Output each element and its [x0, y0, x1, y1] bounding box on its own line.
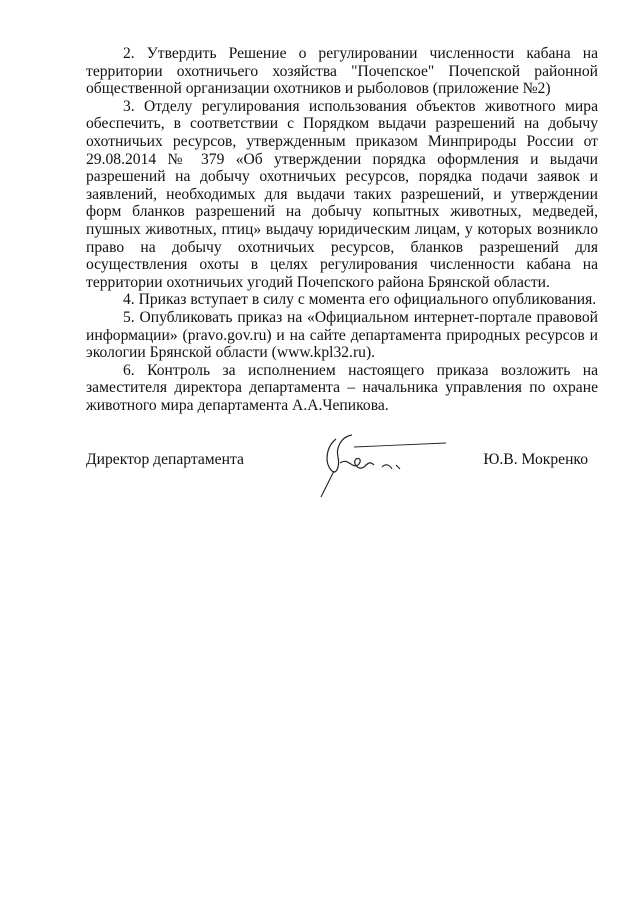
signatory-name: Ю.В. Мокренко [483, 451, 588, 468]
document-body [86, 45, 598, 414]
paragraph-3: 3. Отделу регулирования использования объектов животного мира обеспечить, в соответствии с Порядком выдачи разрешений на добычу охотничьих ресурсов, утвержденным приказом Минприроды России от 29.08.2014 № 379 «Об утверждении порядка оформления и выдачи разрешений на добычу охотничьих ресурсов, порядка подачи заявок и заявлений, необходимых для выдачи таких разрешений, и утверждении форм бланков разрешений на добычу копытных животных, медведей, пушных животных, птиц» выдачу юридическим лицам, у которых возникло право на добычу охотничьих ресурсов, бланков разрешений для осуществления охоты в целях регулирования численности кабана на территории охотничьих угодий Почепского района Брянской области. [86, 97, 598, 291]
signatory-title: Директор департамента [86, 451, 244, 468]
signature-block [86, 451, 598, 511]
paragraph-2: 2. Утвердить Решение о регулировании численности кабана на территории охотничьего хозяйства "Почепское" Почепской районной общественной организации охотников и рыболовов (приложение №2) [86, 45, 598, 98]
paragraph-5: 5. Опубликовать приказ на «Официальном интернет-портале правовой информации» (pravo.gov.ru) и на сайте департамента природных ресурсов и экологии Брянской области (www.kpl32.ru). [86, 308, 598, 362]
paragraph-4: 4. Приказ вступает в силу с момента его официального опубликования. [123, 291, 597, 309]
paragraph-6: 6. Контроль за исполнением настоящего приказа возложить на заместителя директора департамента – начальника управления по охране животного мира департамента А.А.Чепикова. [86, 361, 598, 414]
handwritten-signature-icon [296, 427, 446, 497]
